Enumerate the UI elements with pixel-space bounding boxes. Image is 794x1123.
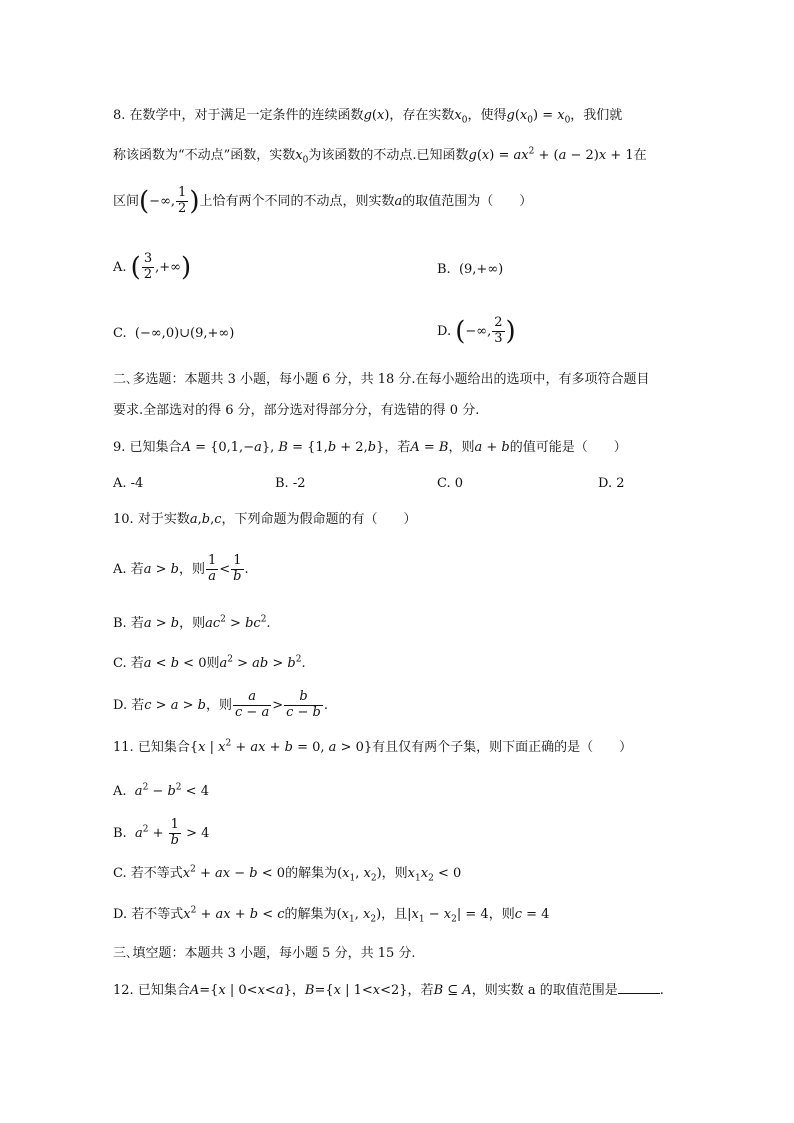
q9-option-a[interactable]: A. -4 <box>113 476 144 491</box>
q8-option-d[interactable]: D. (−∞, $\frac{2}{3}$ ) <box>437 315 516 347</box>
q8-option-c[interactable]: C. (−∞,0)∪(9,+∞) <box>113 326 235 341</box>
q11-option-c[interactable]: C. 若不等式$x^2$ + ax − b < 0的解集为($x_1$, $x_2$)，则$x_1x_2 < 0$ <box>113 864 462 884</box>
answer-blank[interactable] <box>618 981 660 994</box>
q10-option-c[interactable]: C. 若a < b < 0则$a^2$ > ab > $b^2$. <box>113 654 306 671</box>
q11-stem: 11. 已知集合{x | $x^2$ + ax + b = 0, a > 0}有且仅有两个子集，则下面正确的是（ ） <box>113 738 633 755</box>
section3-heading: 三､填空题：本题共 3 小题，每小题 5 分，共 15 分. <box>113 946 416 961</box>
q10-option-b[interactable]: B. 若a > b，则$ac^2 > bc^2$. <box>113 614 271 631</box>
q8-line1: 8. 在数学中，对于满足一定条件的连续函数g(x)，存在实数$x_0$，使得$g(x_0) = x_0$，我们就 <box>113 108 623 126</box>
q9-option-d[interactable]: D. 2 <box>598 476 625 491</box>
section2-line2: 要求.全部选对的得 6 分，部分选对得部分分，有选错的得 0 分. <box>113 403 480 418</box>
q11-option-a[interactable]: A. $a^2 - b^2 < 4$ <box>113 782 209 799</box>
q9-option-c[interactable]: C. 0 <box>437 476 464 491</box>
section2-line1: 二､多选题：本题共 3 小题，每小题 6 分，共 18 分.在每小题给出的选项中，有多项符合题目 <box>113 372 650 387</box>
q11-option-b[interactable]: B. $a^2$ + $\frac{1}{b}$ > 4 <box>113 817 210 848</box>
q8-line3: 区间(−∞, $\frac{1}{2}$ )上恰有两个不同的不动点，则实数a的取值范围为（ ） <box>113 185 533 217</box>
q12-stem: 12. 已知集合A={x | 0<x<a}，B={x | 1<x<2}，若B ⊆ A，则实数 a 的取值范围是 . <box>113 983 664 998</box>
q8-option-a[interactable]: A. ( $\frac{3}{2}$ ,+∞) <box>113 251 192 283</box>
q10-stem: 10. 对于实数a,b,c，下列命题为假命题的有（ ） <box>113 512 417 527</box>
q8-number: 8. <box>113 108 126 123</box>
q8-option-b[interactable]: B. (9,+∞) <box>437 262 504 277</box>
q10-option-d[interactable]: D. 若c > a > b，则 $\frac{a}{c - a}$ > $\frac{b}{c - b}$ . <box>113 689 329 720</box>
q11-option-d[interactable]: D. 若不等式$x^2$ + ax + b < c的解集为($x_1$, $x_2$)，且$|x_1 - x_2| = 4$，则c = 4 <box>113 905 550 925</box>
q8-line2: 称该函数为“不动点”函数，实数$x_0$为该函数的不动点.已知函数$g(x) = ax^2 + (a - 2)x + 1$在 <box>113 146 647 166</box>
q9-option-b[interactable]: B. -2 <box>275 476 306 491</box>
q10-option-a[interactable]: A. 若a > b，则 $\frac{1}{a}$ < $\frac{1}{b}$ . <box>113 553 249 584</box>
q9-stem: 9. 已知集合A = {0,1,−a}, B = {1,b + 2,b}，若A = B，则a + b的值可能是（ ） <box>113 440 627 455</box>
